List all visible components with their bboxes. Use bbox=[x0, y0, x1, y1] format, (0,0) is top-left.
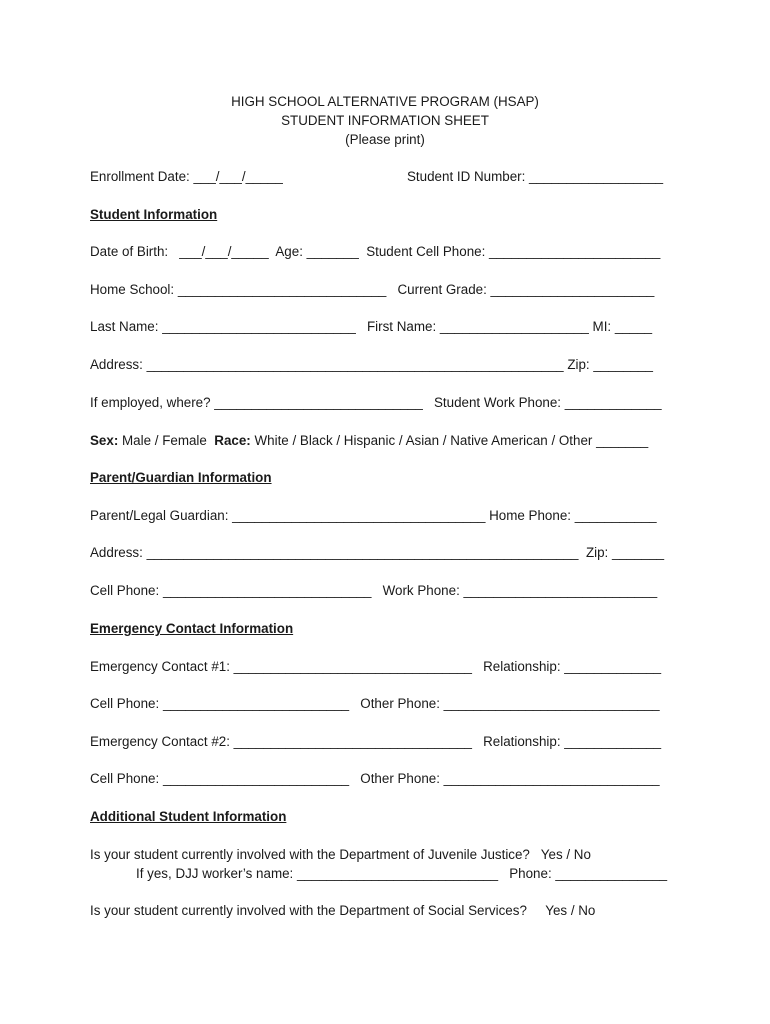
additional-info-heading: Additional Student Information bbox=[90, 809, 287, 824]
enrollment-date-field[interactable]: Enrollment Date: ___/___/_____ bbox=[90, 169, 283, 184]
print-instruction: (Please print) bbox=[345, 132, 425, 147]
dob-age-cell-row[interactable]: Date of Birth: ___/___/_____ Age: _______ Student Cell Phone: _______________________ bbox=[90, 244, 661, 259]
emergency-phones-1-row[interactable]: Cell Phone: _________________________ Other Phone: _____________________________ bbox=[90, 696, 660, 711]
parent-address-row[interactable]: Address: __________________________________________________________ Zip: _______ bbox=[90, 545, 665, 560]
student-info-heading: Student Information bbox=[90, 207, 218, 222]
emergency-phones-2-row[interactable]: Cell Phone: _________________________ Other Phone: _____________________________ bbox=[90, 771, 660, 786]
sex-options[interactable]: Male / Female bbox=[118, 433, 215, 448]
emergency-contact-2-row[interactable]: Emergency Contact #2: ________________________________ Relationship: _____________ bbox=[90, 734, 662, 749]
djj-worker-row[interactable]: If yes, DJJ worker’s name: ___________________________ Phone: _______________ bbox=[136, 866, 668, 881]
parent-phones-row[interactable]: Cell Phone: ____________________________ Work Phone: __________________________ bbox=[90, 583, 658, 598]
guardian-row[interactable]: Parent/Legal Guardian: __________________________________ Home Phone: ___________ bbox=[90, 508, 657, 523]
race-options[interactable]: White / Black / Hispanic / Asian / Native American / Other _______ bbox=[250, 433, 649, 448]
emergency-info-heading: Emergency Contact Information bbox=[90, 621, 294, 636]
sheet-title: STUDENT INFORMATION SHEET bbox=[281, 113, 489, 128]
sex-label: Sex: bbox=[90, 433, 119, 448]
dss-question[interactable]: Is your student currently involved with the Department of Social Services? Yes / No bbox=[90, 903, 596, 918]
student-address-row[interactable]: Address: ________________________________________________________ Zip: ________ bbox=[90, 357, 653, 372]
sex-race-row[interactable] bbox=[90, 433, 648, 449]
employment-row[interactable]: If employed, where? ____________________________ Student Work Phone: _____________ bbox=[90, 395, 662, 410]
race-label: Race: bbox=[214, 433, 251, 448]
emergency-contact-1-row[interactable]: Emergency Contact #1: ________________________________ Relationship: _____________ bbox=[90, 659, 662, 674]
student-id-field[interactable]: Student ID Number: __________________ bbox=[407, 169, 664, 184]
program-title: HIGH SCHOOL ALTERNATIVE PROGRAM (HSAP) bbox=[231, 94, 539, 109]
djj-question[interactable]: Is your student currently involved with the Department of Juvenile Justice? Yes / No bbox=[90, 847, 591, 862]
parent-info-heading: Parent/Guardian Information bbox=[90, 470, 272, 485]
home-school-grade-row[interactable]: Home School: ____________________________ Current Grade: ______________________ bbox=[90, 282, 655, 297]
name-row[interactable]: Last Name: __________________________ First Name: ____________________ MI: _____ bbox=[90, 319, 653, 334]
